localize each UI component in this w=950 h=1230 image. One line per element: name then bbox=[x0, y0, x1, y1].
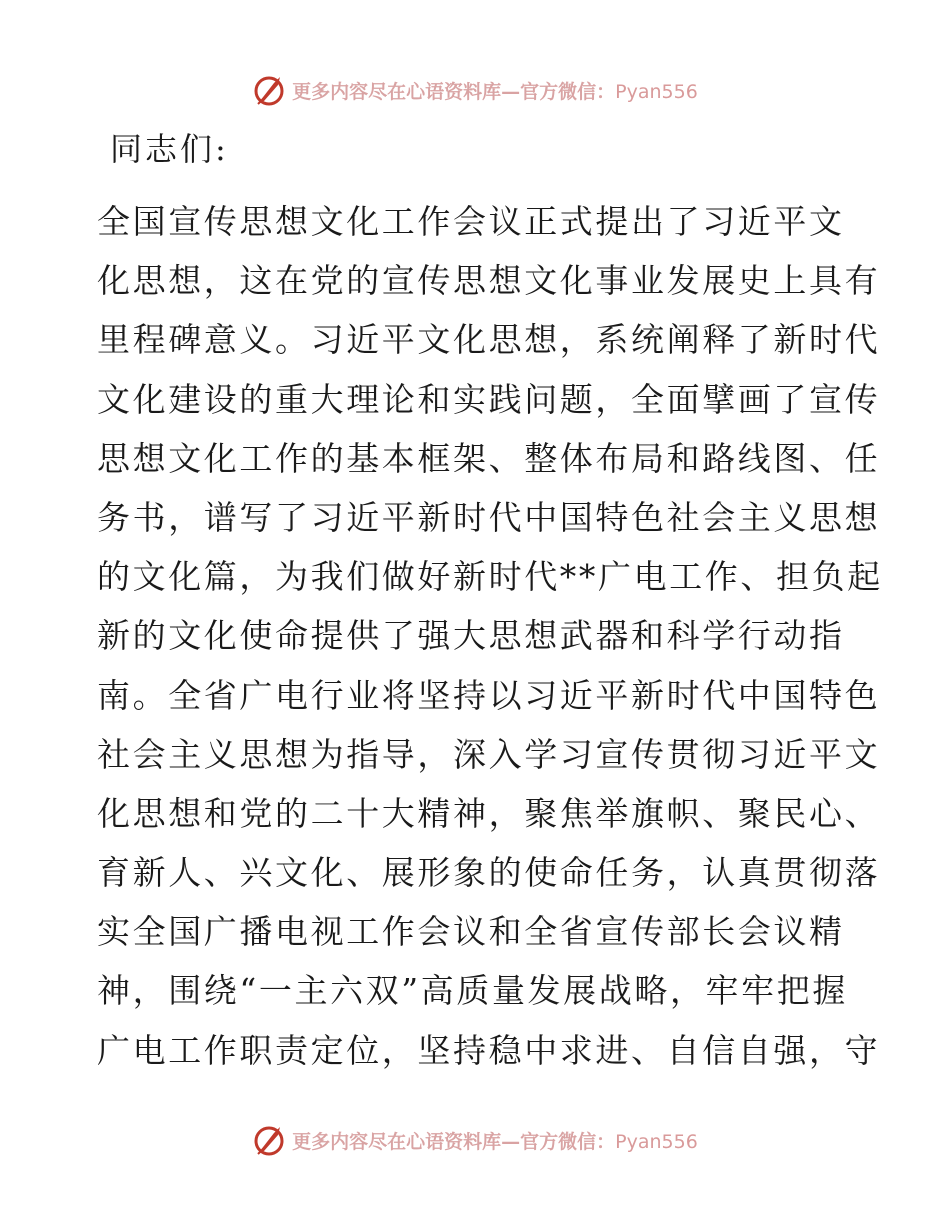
text-line: 化思想，这在党的宣传思想文化事业发展史上具有 bbox=[97, 261, 881, 301]
text-line: 文化建设的重大理论和实践问题，全面擘画了宣传 bbox=[97, 379, 881, 419]
text-line: 南。全省广电行业将坚持以习近平新时代中国特色 bbox=[97, 675, 881, 715]
footer-watermark bbox=[0, 1120, 950, 1160]
watermark-wechat-id: Pyan556 bbox=[615, 80, 698, 103]
salutation: 同志们: bbox=[110, 130, 229, 168]
header-watermark bbox=[0, 70, 950, 110]
text-line: 里程碑意义。习近平文化思想，系统阐释了新时代 bbox=[97, 320, 881, 360]
watermark-text: 更多内容尽在心语资料库—官方微信：Pyan556 bbox=[292, 80, 698, 103]
text-line: 务书，谱写了习近平新时代中国特色社会主义思想 bbox=[97, 497, 881, 537]
text-line: 化思想和党的二十大精神，聚焦举旗帜、聚民心、 bbox=[97, 793, 881, 833]
feather-pen-logo-icon bbox=[252, 1123, 286, 1157]
text-line: 育新人、兴文化、展形象的使命任务，认真贯彻落 bbox=[97, 853, 881, 893]
watermark-text: 更多内容尽在心语资料库—官方微信：Pyan556 bbox=[292, 1130, 698, 1153]
feather-pen-logo-icon bbox=[252, 73, 286, 107]
text-line: 实全国广播电视工作会议和全省宣传部长会议精 bbox=[97, 912, 845, 952]
text-line: 思想文化工作的基本框架、整体布局和路线图、任 bbox=[97, 438, 881, 478]
text-line: 广电工作职责定位，坚持稳中求进、自信自强，守 bbox=[97, 1030, 881, 1070]
body-paragraph bbox=[97, 192, 883, 1080]
text-line: 神，围绕“一主六双”高质量发展战略，牢牢把握 bbox=[97, 971, 848, 1011]
text-line: 全国宣传思想文化工作会议正式提出了习近平文 bbox=[97, 202, 845, 241]
text-line: 社会主义思想为指导，深入学习宣传贯彻习近平文 bbox=[97, 734, 881, 774]
watermark-wechat-id: Pyan556 bbox=[615, 1130, 698, 1153]
text-line: 的文化篇，为我们做好新时代**广电工作、担负起 bbox=[97, 557, 883, 597]
text-line: 新的文化使命提供了强大思想武器和科学行动指 bbox=[97, 616, 845, 656]
